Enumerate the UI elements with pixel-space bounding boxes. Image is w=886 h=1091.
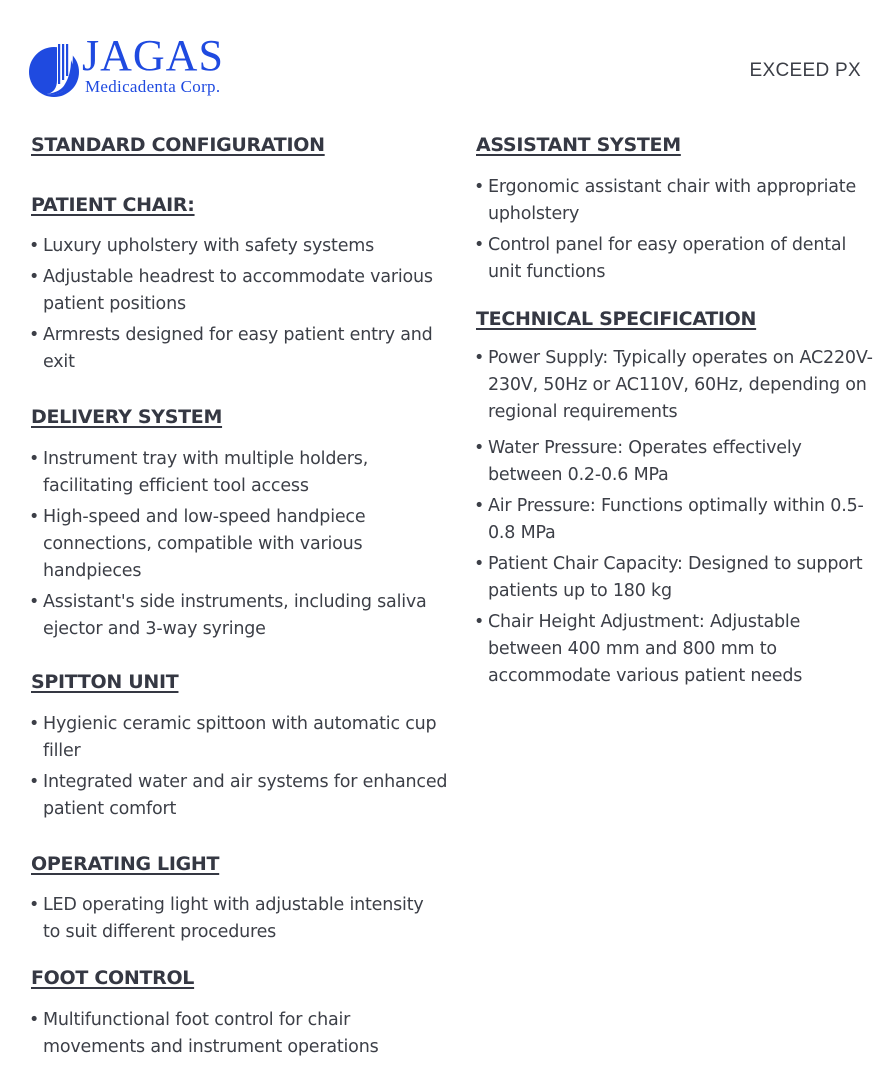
list-item: • Adjustable headrest to accommodate various patient positions xyxy=(31,264,451,318)
spitton-unit-list xyxy=(31,711,456,827)
foot-control-list xyxy=(31,1007,451,1065)
bullet-icon: • xyxy=(474,438,485,458)
patient-chair-list xyxy=(31,233,451,380)
bullet-icon: • xyxy=(29,895,40,915)
list-item: • High-speed and low-speed handpiece connections, compatible with various handpieces xyxy=(31,504,446,585)
assistant-system-list xyxy=(476,174,866,290)
list-item: • Hygienic ceramic spittoon with automatic cup filler xyxy=(31,711,456,765)
list-item: • Armrests designed for easy patient entry and exit xyxy=(31,322,451,376)
bullet-icon: • xyxy=(29,449,40,469)
bullet-icon: • xyxy=(29,325,40,345)
list-item: • Assistant's side instruments, including saliva ejector and 3-way syringe xyxy=(31,589,446,643)
bullet-icon: • xyxy=(474,554,485,574)
delivery-system-heading: DELIVERY SYSTEM xyxy=(31,406,223,428)
brand-subtitle: Medicadenta Corp. xyxy=(85,77,221,96)
list-item: • Control panel for easy operation of dental unit functions xyxy=(476,232,866,286)
list-item: • Instrument tray with multiple holders, facilitating efficient tool access xyxy=(31,446,446,500)
jagas-logo-mark-icon xyxy=(27,42,83,98)
bullet-icon: • xyxy=(474,177,485,197)
list-item: • LED operating light with adjustable intensity to suit different procedures xyxy=(31,892,446,946)
bullet-icon: • xyxy=(29,714,40,734)
list-item: • Luxury upholstery with safety systems xyxy=(31,233,451,260)
bullet-icon: • xyxy=(29,507,40,527)
technical-specification-list xyxy=(476,345,876,694)
bullet-icon: • xyxy=(474,496,485,516)
assistant-system-heading: ASSISTANT SYSTEM xyxy=(476,134,681,156)
bullet-icon: • xyxy=(29,772,40,792)
operating-light-list xyxy=(31,892,446,950)
operating-light-heading: OPERATING LIGHT xyxy=(31,853,220,875)
bullet-icon: • xyxy=(29,1010,40,1030)
bullet-icon: • xyxy=(29,592,40,612)
list-item: • Power Supply: Typically operates on AC220V-230V, 50Hz or AC110V, 60Hz, depending on regional requirements xyxy=(476,345,876,426)
list-item: • Multifunctional foot control for chair movements and instrument operations xyxy=(31,1007,451,1061)
technical-specification-heading: TECHNICAL SPECIFICATION xyxy=(476,308,757,330)
foot-control-heading: FOOT CONTROL xyxy=(31,967,195,989)
bullet-icon: • xyxy=(29,267,40,287)
bullet-icon: • xyxy=(474,612,485,632)
delivery-system-list xyxy=(31,446,446,647)
patient-chair-heading: PATIENT CHAIR: xyxy=(31,194,195,216)
list-item: • Integrated water and air systems for enhanced patient comfort xyxy=(31,769,456,823)
bullet-icon: • xyxy=(29,236,40,256)
page-header xyxy=(0,0,886,110)
model-name: EXCEED PX xyxy=(749,60,861,81)
spitton-unit-heading: SPITTON UNIT xyxy=(31,671,179,693)
list-item: • Patient Chair Capacity: Designed to support patients up to 180 kg xyxy=(476,551,876,605)
standard-configuration-title: STANDARD CONFIGURATION xyxy=(31,134,325,156)
brand-logo xyxy=(27,31,237,100)
bullet-icon: • xyxy=(474,348,485,368)
list-item: • Water Pressure: Operates effectively between 0.2-0.6 MPa xyxy=(476,435,876,489)
list-item: • Chair Height Adjustment: Adjustable between 400 mm and 800 mm to accommodate various patient needs xyxy=(476,609,876,690)
brand-name: JAGAS xyxy=(82,31,224,80)
list-item: • Air Pressure: Functions optimally within 0.5-0.8 MPa xyxy=(476,493,876,547)
list-item: • Ergonomic assistant chair with appropriate upholstery xyxy=(476,174,866,228)
bullet-icon: • xyxy=(474,235,485,255)
